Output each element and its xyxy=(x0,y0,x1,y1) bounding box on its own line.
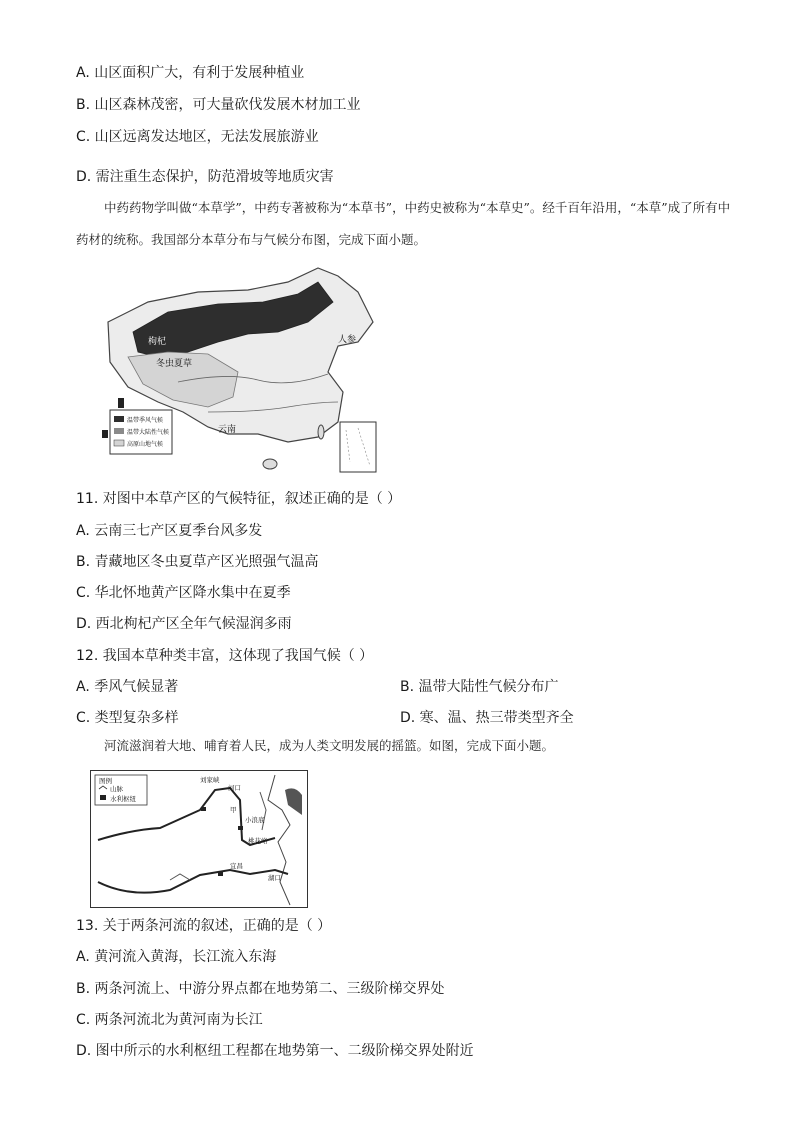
q11-stem: 11. 对图中本草产区的气候特征，叙述正确的是（ ） xyxy=(76,491,402,507)
label-xiaolangdi: 小浪底 xyxy=(245,816,265,824)
q11-option-a: A. 云南三七产区夏季台风多发 xyxy=(76,523,263,539)
q11-option-b: B. 青藏地区冬虫夏草产区光照强气温高 xyxy=(76,554,319,570)
passage-rivers-text: 河流滋润着大地、哺育着人民，成为人类文明发展的摇篮。如图，完成下面小题。 xyxy=(104,738,555,753)
map2-legend-item: 水利枢纽 xyxy=(110,795,136,803)
label-hukou: 湖口 xyxy=(268,874,281,882)
q13-option-b: B. 两条河流上、中游分界点都在地势第二、三级阶梯交界处 xyxy=(76,981,445,997)
q12-stem: 12. 我国本草种类丰富，这体现了我国气候（ ） xyxy=(76,648,374,664)
q12-option-c: C. 类型复杂多样 xyxy=(76,710,179,726)
rivers-map xyxy=(90,770,308,912)
prev-option-d: D. 需注重生态保护，防范滑坡等地质灾害 xyxy=(76,169,334,185)
q12-option-b: B. 温带大陆性气候分布广 xyxy=(400,679,559,695)
q11-option-d: D. 西北枸杞产区全年气候湿润多雨 xyxy=(76,616,292,632)
island-mark xyxy=(102,430,108,438)
herb-climate-map xyxy=(88,262,388,486)
taiwan-island xyxy=(318,425,324,439)
south-china-sea-inset xyxy=(340,422,376,472)
label-jia: 甲 xyxy=(230,806,237,814)
dam-marker xyxy=(218,872,223,876)
q11-option-c: C. 华北怀地黄产区降水集中在夏季 xyxy=(76,585,291,601)
label-yunnan: 云南 xyxy=(218,425,237,435)
prev-option-a: A. 山区面积广大，有利于发展种植业 xyxy=(76,65,305,81)
hainan-island xyxy=(263,459,277,469)
label-taohuayu: 桃花峪 xyxy=(248,837,268,845)
herb-climate-map-svg xyxy=(88,262,388,482)
q13-option-c: C. 两条河流北为黄河南为长江 xyxy=(76,1012,263,1028)
passage-rivers xyxy=(76,730,732,762)
label-yichang: 宜昌 xyxy=(230,862,243,870)
label-dongchong: 冬虫夏草 xyxy=(156,359,193,369)
passage-bencao xyxy=(76,192,732,256)
legend-swatch xyxy=(114,416,124,422)
legend-item: 温带季风气候 xyxy=(127,417,164,424)
legend-swatch xyxy=(114,428,124,434)
legend-item: 高原山地气候 xyxy=(127,441,164,448)
q13-option-a: A. 黄河流入黄海，长江流入东海 xyxy=(76,949,277,965)
rivers-map-svg xyxy=(90,770,308,908)
label-hekou: 河口 xyxy=(228,784,241,792)
dam-marker xyxy=(201,807,206,811)
label-gouqi: 枸杞 xyxy=(148,337,167,347)
q12-option-d: D. 寒、温、热三带类型齐全 xyxy=(400,710,574,726)
q13-option-d: D. 图中所示的水利枢纽工程都在地势第一、二级阶梯交界处附近 xyxy=(76,1043,474,1059)
legend-swatch xyxy=(114,440,124,446)
passage-bencao-text: 中药药物学叫做“本草学”，中药专著被称为“本草书”，中药史被称为“本草史”。经千百年沿用，“本草”成了所有中药材的统称。我国部分本草分布与气候分布图，完成下面小题。 xyxy=(76,200,731,247)
dam-marker xyxy=(238,826,243,830)
label-renshen: 人参 xyxy=(338,335,357,345)
map2-legend-title: 图例 xyxy=(99,777,112,785)
label-liujiaxia: 刘家峡 xyxy=(200,776,220,784)
dam-legend-icon xyxy=(100,795,106,800)
prev-option-c: C. 山区远离发达地区，无法发展旅游业 xyxy=(76,129,319,145)
map2-legend-item: 山脉 xyxy=(110,785,123,793)
q12-option-a: A. 季风气候显著 xyxy=(76,679,179,695)
prev-option-b: B. 山区森林茂密，可大量砍伐发展木材加工业 xyxy=(76,97,361,113)
q13-stem: 13. 关于两条河流的叙述，正确的是（ ） xyxy=(76,918,332,934)
legend-item: 温带大陆性气候 xyxy=(127,429,170,436)
island-mark xyxy=(118,398,124,408)
